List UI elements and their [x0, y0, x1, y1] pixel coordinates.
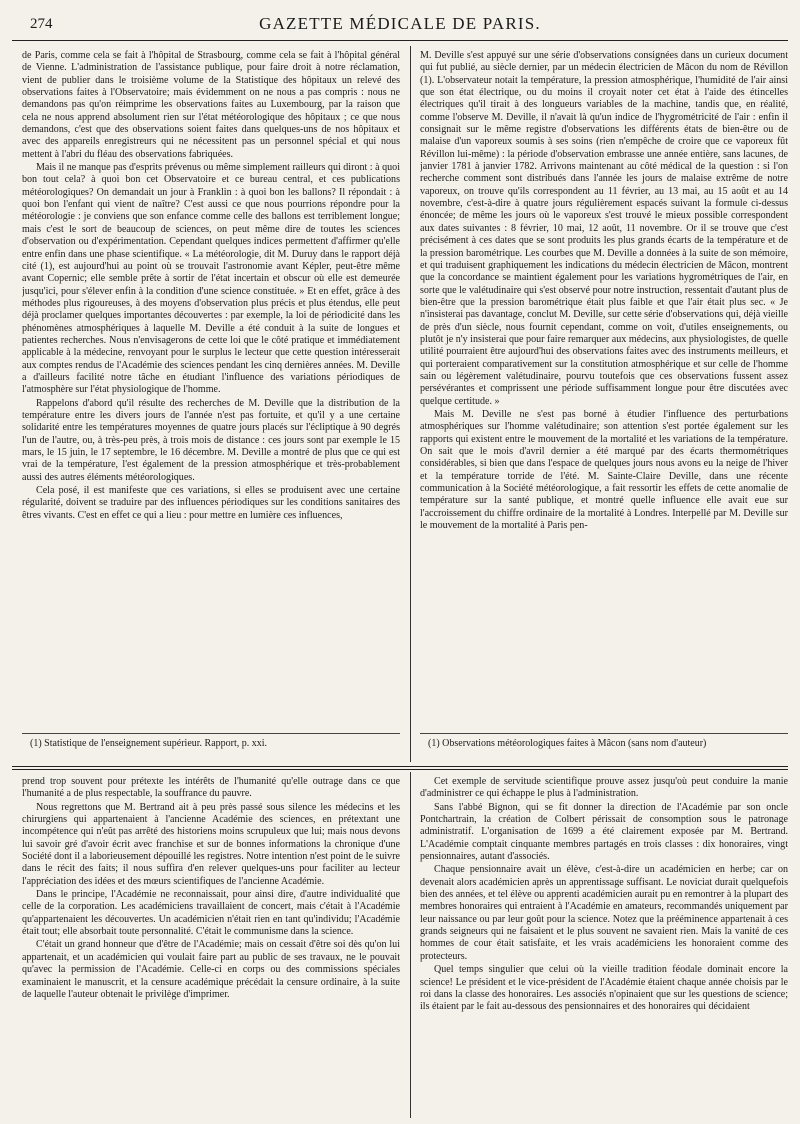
footnote-left: (1) Statistique de l'enseignement supérieur. Rapport, p. xxi.	[30, 738, 268, 749]
paragraph: C'était un grand honneur que d'être de l'Académie; mais on cessait d'être soi dès qu'on lui appartenait, et un académicien qui voulait faire part au public de ses travaux, ne le pouvait qu'avec la permission de l'Académie. Celle-ci en corps ou des commissions spéciales examinaient le manuscrit, et la censure académique précédait la censure ordinaire, à la suite de laquelle l'auteur obtenait le privilège d'imprimer.	[22, 939, 400, 1000]
column-divider-bottom	[410, 772, 411, 1118]
paragraph: M. Deville s'est appuyé sur une série d'observations consignées dans un curieux document qui fut publié, au siècle dernier, par un médecin électricien de Mâcon du nom de Révillon (1). L'observateur notait la température, la pression atmosphérique, l'humidité de l'air ainsi que son état électrique, ou du moins il croyait noter cet état à l'aide des étincelles électriques qu'il tirait à des longueurs variables de la machine, tandis que, en réalité, comme l'observe M. Deville, il n'avait là qu'un indice de l'hygrométricité de l'air : enfin il consignait sur le même registre d'observations les différents états de bien-être ou de malaise d'un vaporeux soumis à ses soins (rien n'empêche de croire que ce vaporeux fût Révillon lui-même) : la période d'observation embrasse une année entière, sans lacunes, de janvier 1781 à janvier 1782. Arrivons maintenant au côté médical de la question : si l'on recherche comment sont distribués dans l'année les jours de malaise extrême de notre vaporeux, on trouve qu'ils correspondent au 11 février, au 13 mai, au 15 août et au 14 novembre, c'est-à-dire à quatre jours régulièrement espacés suivant la formule ci-dessus énoncée; de même les jours où le vaporeux s'est trouvé le mieux possible correspondent aux dates suivantes : 8 février, 10 mai, 12 août, 11 novembre. Or il se trouve que c'est précisément à ces dates que se sont produits les plus grands écarts de la température et de la pression barométrique. Les courbes que M. Deville a données à la suite de son mémoire, et qui traduisent graphiquement les indications du médecin électricien de Mâcon, montrent que la concordance se maintient également pour les variations hygrométriques de l'air, en sorte que le valétudinaire qui s'est observé pour notre instruction, ressentait d'autant plus de bien-être que la pression barométrique était plus faible et que l'air était plus sec. « Je n'insisterai pas davantage, conclut M. Deville, sur cette série d'observations qui, déjà vieille de près d'un siècle, nous fournit cependant, comme on voit, d'utiles enseignements, ou plutôt je n'y insisterai que pour faire remarquer aux médecins, aux physiologistes, de quelle utilité pourraient être aujourd'hui des observations faites avec des instruments meilleurs, et qui porteraient comparativement sur la constitution atmosphérique et sur celle de l'homme sain ou légèrement valétudinaire, pourvu toutefois que ces observations fussent assez persévérantes et comprissent une période suffisamment longue pour être discutées avec quelque certitude. »	[420, 50, 788, 407]
paragraph: Rappelons d'abord qu'il résulte des recherches de M. Deville que la distribution de la température entre les divers jours de l'année n'est pas fortuite, et qu'il y a une certaine solidarité entre les températures moyennes de quatre jours placés sur l'écliptique à 90 degrés l'un de l'autre, ou, à très-peu près, à trois mois de distance : ces jours sont par exemple le 15 mars, le 15 juin, le 17 septembre, le 16 décembre. M. Deville a montré de plus que ce qui est vrai de la température, l'est également de la pression atmosphérique et très-probablement aussi des autres éléments météorologiques.	[22, 397, 400, 483]
paragraph: Cela posé, il est manifeste que ces variations, si elles se produisent avec une certaine régularité, doivent se traduire par des influences périodiques sur les conditions sanitaires des êtres vivants. C'est en effet ce qui a lieu : pour mettre en lumière ces influences,	[22, 485, 400, 521]
paragraph: Mais M. Deville ne s'est pas borné à étudier l'influence des perturbations atmosphériques sur l'homme valétudinaire; son attention s'est portée également sur les rapports qui existent entre le mouvement de la mortalité et les variations de la température. On sait que le mois d'avril dernier a été marqué par des écarts thermométriques considérables, si bien que dans l'espace de quelques jours nous avons eu la neige de l'hiver et la température torride de l'été. M. Sainte-Claire Deville, dans une récente communication à la Société météorologique, a fait ressortir les effets de cette anomalie de température sur la santé publique, et montré quelle influence elle avait eue sur l'accroissement du chiffre ordinaire de la mortalité à Londres. Interpellé par M. Deville sur le mouvement de la mortalité à Paris pen-	[420, 408, 788, 532]
paragraph: Quel temps singulier que celui où la vieille tradition féodale dominait encore la science! Le président et le vice-président de l'Académie étaient chaque année choisis par le roi dans la classe des honoraires. Les associés n'opinaient que sur les questions de science; ils étaient par le fait au-dessous des pensionnaires et des honoraires qui décidaient	[420, 964, 788, 1013]
page-number: 274	[30, 16, 53, 32]
paragraph: Chaque pensionnaire avait un élève, c'est-à-dire un académicien en herbe; car on devenait alors académicien après un apprentissage suffisant. Le noviciat durait quelquefois bien des années, et tel élève ou apprenti académicien aurait pu en remontrer à la plupart des membres honoraires qui entraient à l'Académie en amateurs, recommandés uniquement par leur naissance ou par leur goût pour la science. Notez que la prééminence appartenait à ces grands seigneurs qui ne faisaient et le plus souvent ne savaient rien. Mais la vanité de ces hommes de cour était satisfaite, et les vrais académiciens les honoraient comme des protecteurs.	[420, 864, 788, 962]
page-header	[12, 14, 788, 38]
paragraph: de Paris, comme cela se fait à l'hôpital de Strasbourg, comme cela se fait à l'hôpital général de Vienne. L'administration de l'assistance publique, pour faire droit à notre réclamation, vient de publier dans le troisième volume de la Statistique des hôpitaux un relevé des observations faites à l'Observatoire; mais évidemment on ne nous a pas compris : nous ne demandons pas qu'on réimprime les observations faites au Luxembourg, par la raison que cela ne nous apprend absolument rien sur l'état météorologique des hôpitaux ; ce que nous demandons, c'est que des observations soient faites dans quelques-uns de nos hôpitaux et avec des appareils enregistreurs qui ne nécessitent pas un personnel spécial et qui nous mettent à l'abri du fléau des observations fabriquées.	[22, 50, 400, 160]
paragraph: Dans le principe, l'Académie ne reconnaissait, pour ainsi dire, d'autre individualité que celle de la corporation. Les académiciens travaillaient de concert, mais c'était à l'Académie qu'appartenaient les découvertes. Un académicien n'était rien en tant qu'individu; l'Académie était tout; elle absorbait toute personnalité. C'était le communisme dans la science.	[22, 889, 400, 938]
paragraph: Cet exemple de servitude scientifique prouve assez jusqu'où peut conduire la manie d'administrer ce qui échappe le plus à l'administration.	[420, 776, 788, 800]
top-left-column	[22, 50, 400, 732]
bottom-right-column	[420, 776, 788, 1118]
journal-title: GAZETTE MÉDICALE DE PARIS.	[259, 14, 541, 33]
header-rule	[12, 40, 788, 41]
paragraph: prend trop souvent pour prétexte les intérêts de l'humanité qu'elle outrage dans ce que l'humanité a de plus respectable, la souffrance du pauvre.	[22, 776, 400, 800]
paragraph: Nous regrettons que M. Bertrand ait à peu près passé sous silence les médecins et les chirurgiens qui appartenaient à l'ancienne Académie des sciences, en prétextant une incompétence qui n'eût pas arrêté des historiens moins scrupuleux que lui; mais nous devons lui savoir gré d'avoir écrit avec franchise et sur de bonnes informations la chronique d'une Société dont il a laborieusement dépouillé les registres. Notre intention n'est point de le suivre dans le récit des faits; il nous suffira d'en relever quelques-uns pour faciliter au lecteur l'appréciation des idées et des mœurs scientifiques de l'ancienne Académie.	[22, 801, 400, 887]
top-right-column	[420, 50, 788, 732]
paragraph: Mais il ne manque pas d'esprits prévenus ou même simplement railleurs qui diront : à quoi bon tout cela? à quoi bon cet Observatoire et ce bureau central, et ces publications météorologiques? On demandait un jour à Franklin : à quoi bon les ballons? Il répondait : à quoi bon l'enfant qui vient de naître? C'est aussi ce que nous pourrions répondre pour la météorologie : je conviens que son enfance comme celle des ballons est terriblement longue; mais c'est le sort de beaucoup de sciences, on peut même dire de toutes les sciences d'observation ou d'expérimentation. Cependant quelques indices permettent d'affirmer qu'elle entre enfin dans une phase scientifique. « La météorologie, dit M. Duruy dans le rapport déjà cité (1), est aujourd'hui au point où se trouvait l'astronomie avant Képler, peut-être même avant Copernic; elle semble prête à sortir de l'état incertain et obscur où elle est demeurée jusqu'ici, pour s'élever enfin à la condition d'une science constituée. » Et en effet, grâce à des méthodes plus rigoureuses, à des moyens d'observation plus précis et plus étendus, elle peut déjà proclamer quelques importantes découvertes : par exemple, la loi de périodicité dans les phénomènes atmosphériques à laquelle M. Deville a été conduit à la suite de longues et patientes recherches. Nous n'envisagerons de cette loi que le côté pratique et immédiatement applicable à la médecine, renvoyant pour le surplus le lecteur que cette question intéresserait aux comptes rendus de l'Académie des sciences pendant les cinq dernières années. M. Deville a d'ailleurs facilité notre tâche en étudiant l'influence des variations périodiques de l'atmosphère sur l'état physiologique de l'homme.	[22, 162, 400, 396]
paragraph: Sans l'abbé Bignon, qui se fit donner la direction de l'Académie par son oncle Pontchartrain, la création de Colbert périssait de consomption sous le patronage administratif. L'organisation de 1699 a été clairement exposée par M. Bertrand. L'Académie comptait cinquante membres partagés en trois classes : dix honoraires, vingt pensionnaires, autant d'associés.	[420, 801, 788, 863]
footnote-right: (1) Observations météorologiques faites à Mâcon (sans nom d'auteur)	[428, 738, 707, 749]
footnote-rule	[420, 733, 788, 734]
section-rule	[12, 766, 788, 767]
section-rule-double	[12, 769, 788, 770]
column-divider-top	[410, 46, 411, 762]
footnote-rule	[22, 733, 400, 734]
bottom-left-column	[22, 776, 400, 1118]
